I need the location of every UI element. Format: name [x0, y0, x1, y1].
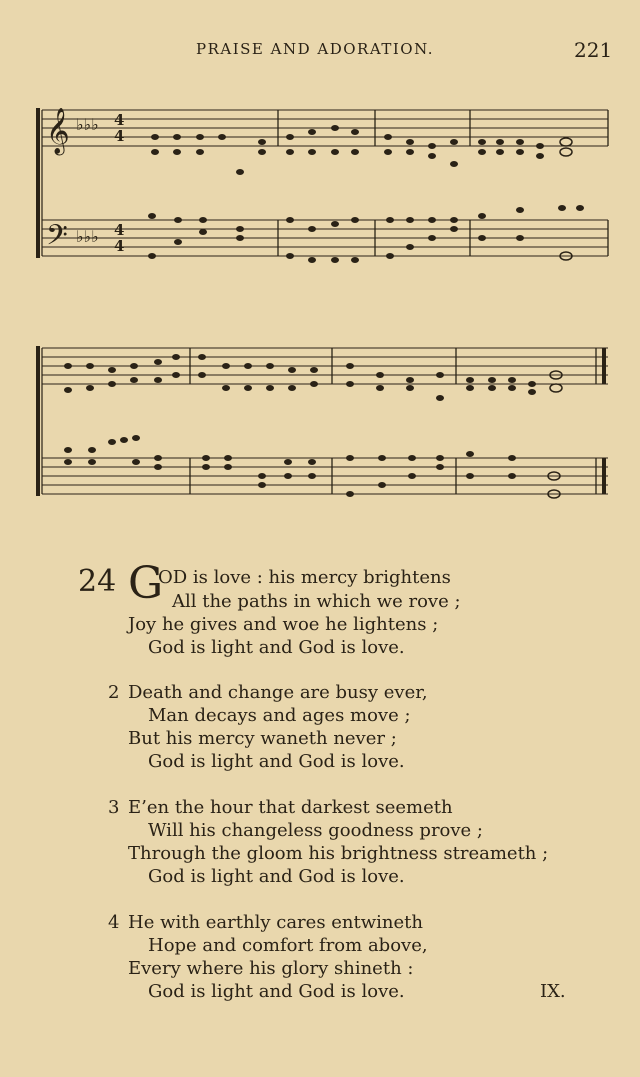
- verse-1-line-3: Joy he gives and woe he lightens ;: [128, 614, 439, 635]
- music-system-1: [0, 92, 640, 292]
- treble-clef-icon: 𝄞: [46, 108, 70, 154]
- verse-number: 2: [108, 682, 120, 703]
- time-signature: 4: [114, 221, 125, 239]
- verse-4-line-3: Every where his glory shineth :: [128, 958, 414, 979]
- drop-cap: G: [128, 558, 164, 609]
- barlines: [278, 110, 608, 256]
- verse-2-line-4: God is light and God is love.: [148, 751, 405, 772]
- verse-3-line-3: Through the gloom his brightness streameth ;: [128, 843, 549, 864]
- barlines: [190, 348, 596, 494]
- system-bracket: [36, 346, 40, 496]
- verse-1-line-4: God is light and God is love.: [148, 637, 405, 658]
- verse-number: 3: [108, 797, 120, 818]
- verse-3-line-2: Will his changeless goodness prove ;: [148, 820, 483, 841]
- verse-4-line-1: He with earthly cares entwineth: [128, 912, 423, 933]
- music-system-2: [0, 330, 640, 530]
- verse-2-line-3: But his mercy waneth never ;: [128, 728, 397, 749]
- verse-4-line-2: Hope and comfort from above,: [148, 935, 428, 956]
- verse-4-line-4: God is light and God is love.: [148, 981, 405, 1002]
- meter-mark: IX.: [540, 981, 566, 1002]
- treble-staff-2: [42, 348, 608, 384]
- page-number: 221: [574, 38, 613, 62]
- running-title: PRAISE AND ADORATION.: [196, 40, 435, 58]
- time-signature: 4: [114, 127, 125, 145]
- final-barline: [602, 348, 606, 384]
- bass-clef-icon: 𝄢: [46, 219, 68, 259]
- verse-1-line-2: All the paths in which we rove ;: [172, 591, 461, 612]
- bass-staff-2: [42, 458, 608, 494]
- hymn-number: 24: [78, 564, 117, 599]
- key-signature-flats: ♭♭♭: [76, 227, 99, 246]
- time-signature: 4: [114, 237, 125, 255]
- verse-2-line-2: Man decays and ages move ;: [148, 705, 411, 726]
- final-barline: [602, 458, 606, 494]
- verse-3-line-4: God is light and God is love.: [148, 866, 405, 887]
- verse-1-line-1: OD is love : his mercy brightens: [158, 567, 451, 588]
- verse-3-line-1: E’en the hour that darkest seemeth: [128, 797, 453, 818]
- verse-2-line-1: Death and change are busy ever,: [128, 682, 428, 703]
- system-bracket: [36, 108, 40, 258]
- verse-number: 4: [108, 912, 120, 933]
- key-signature-flats: ♭♭♭: [76, 115, 99, 134]
- time-signature: 4: [114, 111, 125, 129]
